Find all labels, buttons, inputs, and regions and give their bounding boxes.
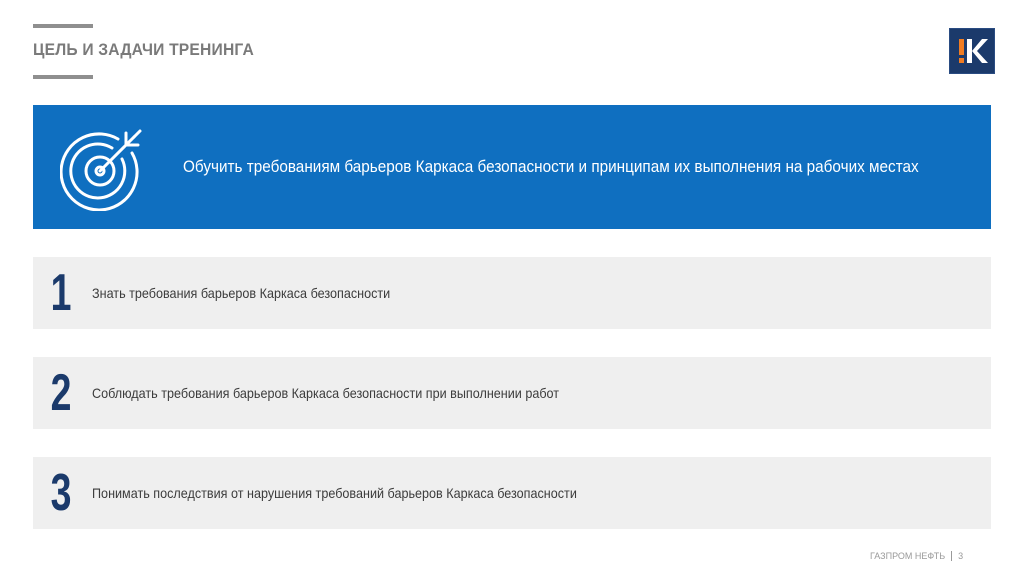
footer-company: ГАЗПРОМ НЕФТЬ [870, 551, 946, 561]
footer [870, 551, 990, 561]
slide-title: ЦЕЛЬ И ЗАДАЧИ ТРЕНИНГА [33, 40, 254, 59]
page-number: 3 [958, 551, 964, 561]
footer-divider [951, 551, 952, 561]
task-number: 1 [50, 264, 72, 322]
k-logo-icon [949, 28, 995, 74]
title-top-rule [33, 24, 93, 28]
task-text: Понимать последствия от нарушения требований барьеров Каркаса безопасности [92, 485, 577, 501]
target-icon [60, 123, 148, 211]
task-text: Знать требования барьеров Каркаса безопасности [92, 285, 391, 301]
task-row [33, 357, 991, 429]
task-number: 2 [50, 364, 72, 422]
task-row [33, 457, 991, 529]
task-number: 3 [50, 464, 72, 522]
task-text: Соблюдать требования барьеров Каркаса безопасности при выполнении работ [92, 385, 560, 401]
title-bottom-rule [33, 75, 93, 79]
goal-text: Обучить требованиям барьеров Каркаса безопасности и принципам их выполнения на рабочих местах [183, 157, 919, 176]
task-row [33, 257, 991, 329]
goal-banner [33, 105, 991, 229]
